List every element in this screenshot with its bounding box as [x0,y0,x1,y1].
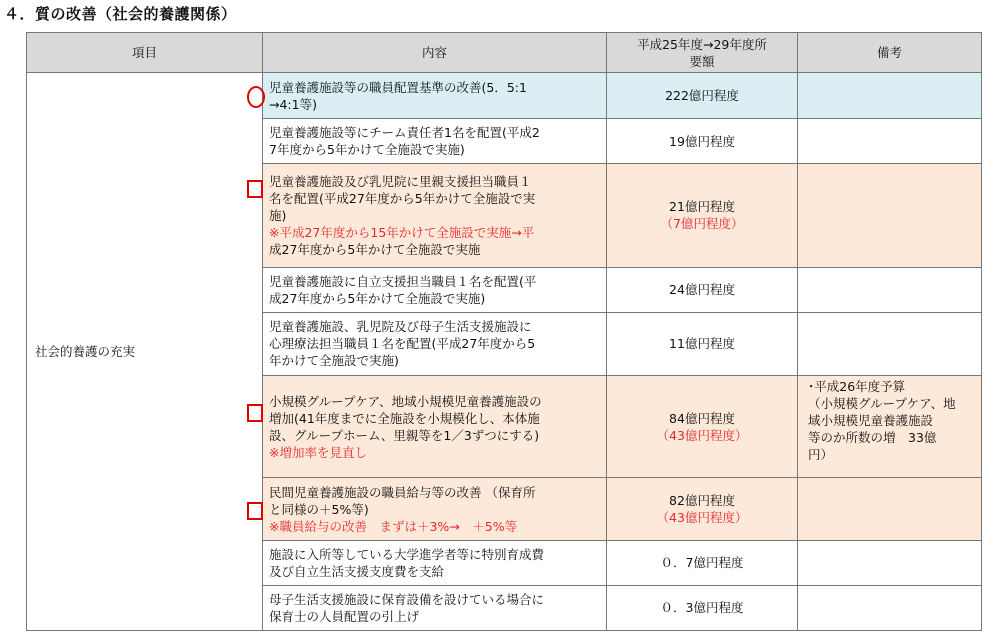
amount-value: 84億円程度 [669,410,735,426]
amount-value: 24億円程度 [669,282,735,298]
content-line: 民間児童養護施設の職員給与等の改善 （保育所 [269,484,536,500]
content-line: 保育士の人員配置の引上げ [269,608,420,624]
content-cell [263,119,607,164]
header-content: 内容 [263,33,607,73]
table-row [27,73,982,119]
note-line: （小規模グループケア、地 [808,396,956,412]
content-line: 児童養護施設及び乳児院に里親支援担当職員１ [269,173,532,189]
red-square-marker [247,502,263,520]
note-cell [798,119,982,164]
amount-cell [607,478,798,540]
note-line: ･平成26年度予算 [808,379,906,395]
note-cell [798,478,982,540]
header-item: 項目 [27,33,263,73]
content-line: 設、グループホーム、里親等を1／3ずつにする) [269,427,540,443]
note-cell [798,164,982,267]
amount-cell [607,267,798,312]
content-line: 及び自立生活支援支度費を支給 [269,563,445,579]
social-care-table [26,32,982,631]
content-cell [263,585,607,630]
content-line: 施) [269,207,287,223]
content-line: 7年度から5年かけて全施設で実施) [269,142,465,158]
content-line: 年かけて全施設で実施) [269,353,399,369]
amount-cell [607,119,798,164]
content-cell [263,376,607,478]
content-line: 増加(41年度までに全施設を小規模化し、本体施 [269,410,540,426]
header-note: 備考 [798,33,982,73]
note-line: 円） [808,447,834,463]
amount-value: 19億円程度 [669,133,735,149]
header-amount [607,33,798,73]
content-line: 児童養護施設等にチーム責任者1名を配置(平成2 [269,125,540,141]
content-line: 児童養護施設、乳児院及び母子生活支援施設に [269,319,532,335]
amount-cell [607,585,798,630]
content-cell [263,267,607,312]
page-title: ４．質の改善（社会的養護関係） [4,5,237,23]
content-line: 児童養護施設に自立支援担当職員１名を配置(平 [269,273,537,289]
content-line: と同様の＋5%等) [269,501,369,517]
amount-cell [607,376,798,478]
header-amount-line1: 平成25年度→29年度所 [637,36,767,52]
note-cell [798,73,982,119]
revised-amount: （7億円程度） [660,216,744,232]
amount-cell [607,540,798,585]
content-line: 成27年度から5年かけて全施設で実施) [269,290,486,306]
content-line: 母子生活支援施設に保育設備を設けている場合に [269,591,545,607]
red-square-marker [247,180,263,198]
content-line: 名を配置(平成27年度から5年かけて全施設で実 [269,190,536,206]
content-line: 心理療法担当職員１名を配置(平成27年度から5 [269,336,536,352]
red-square-marker [247,404,263,422]
amount-cell [607,164,798,267]
note-cell [798,540,982,585]
content-cell [263,73,607,119]
content-line: 児童養護施設等の職員配置基準の改善(5．5:1 [269,79,527,95]
content-cell [263,478,607,540]
revision-note: ※職員給与の改善 まずは＋3%→ ＋5%等 [269,518,518,534]
revision-note: ※増加率を見直し [269,444,367,460]
revised-amount: （43億円程度） [656,427,748,443]
note-line: 域小規模児童養護施設 [808,413,934,429]
content-line: 成27年度から5年かけて全施設で実施 [269,241,481,257]
revision-note: ※平成27年度から15年かけて全施設で実施→平 [269,224,535,240]
amount-value: 21億円程度 [669,199,735,215]
amount-value: ０．3億円程度 [660,600,744,616]
red-circle-marker [247,86,265,108]
content-cell [263,312,607,375]
header-amount-line2: 要額 [689,53,715,69]
content-line: 施設に入所等している大学進学者等に特別育成費 [269,546,545,562]
table-header-row [27,33,982,73]
amount-value: 222億円程度 [665,88,739,104]
note-cell [798,312,982,375]
content-line: →4:1等) [269,96,317,112]
note-cell [798,376,982,478]
content-cell [263,540,607,585]
note-cell [798,267,982,312]
note-line: 等のか所数の増 33億 [808,430,937,446]
content-line: 小規模グループケア、地域小規模児童養護施設の [269,393,542,409]
amount-value: 11億円程度 [669,336,735,352]
revised-amount: （43億円程度） [656,510,748,526]
amount-cell [607,73,798,119]
category-cell: 社会的養護の充実 [27,73,263,631]
content-cell [263,164,607,267]
amount-value: ０．7億円程度 [660,555,744,571]
amount-cell [607,312,798,375]
amount-value: 82億円程度 [669,493,735,509]
note-cell [798,585,982,630]
